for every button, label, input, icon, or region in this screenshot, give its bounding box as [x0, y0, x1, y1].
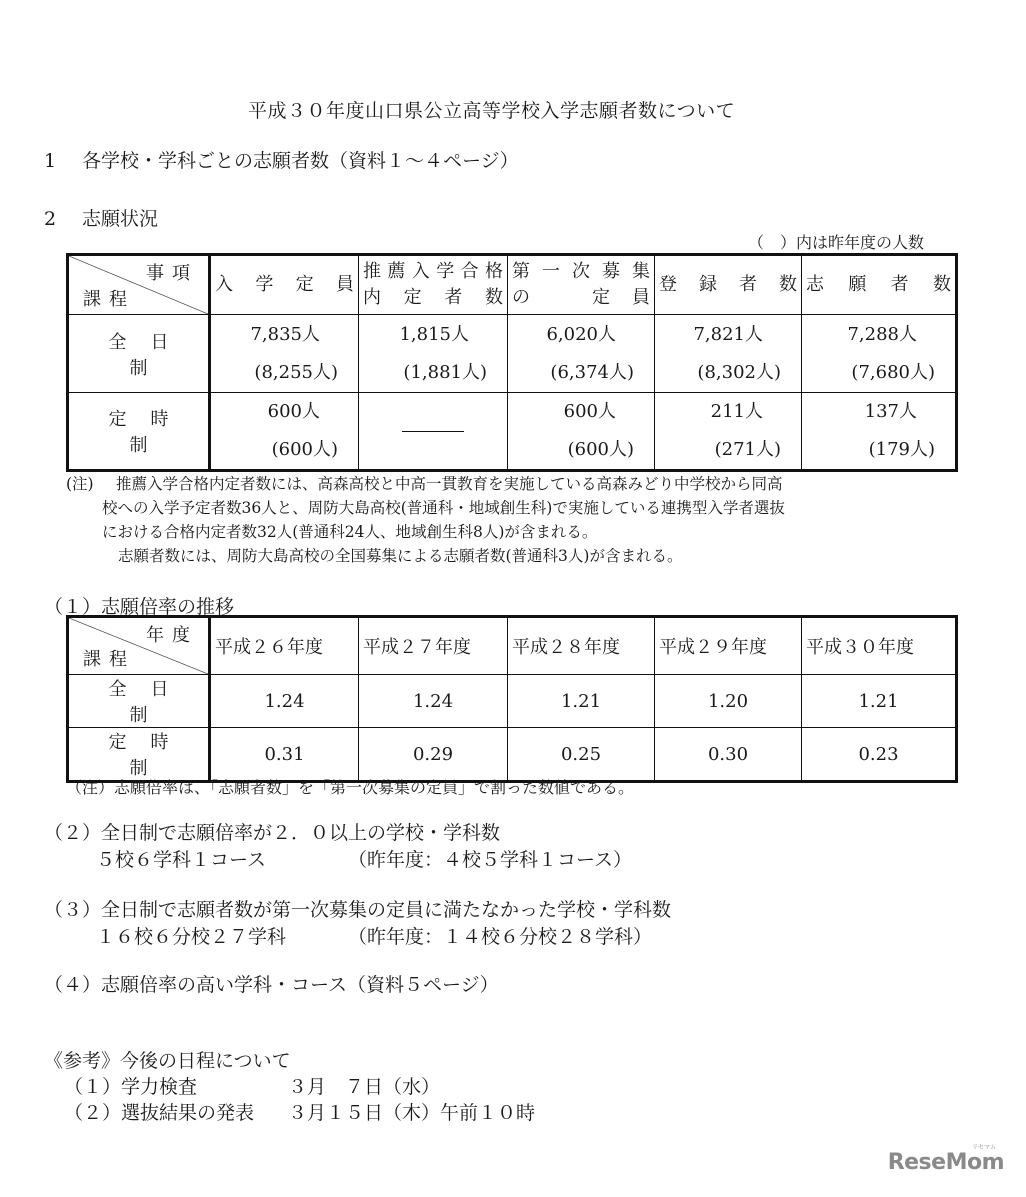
previous-value: (271人) [714, 439, 781, 460]
header-year: 平成３０年度 [802, 617, 957, 675]
header-enrollment-capacity [210, 255, 359, 315]
section-1-heading [44, 146, 519, 173]
current-value: 7,835人 [250, 323, 320, 345]
header-label: 志願者数 [806, 274, 951, 295]
ratio-footnote: （注）志願倍率は、「志願者数」を「第一次募集の定員」で割った数値である。 [66, 778, 635, 797]
table-row [68, 393, 957, 471]
table-cell [508, 393, 655, 471]
schedule-date: ３月 ７日（水） [288, 1076, 441, 1098]
course-label: 定時制 [68, 728, 210, 782]
current-value: 211人 [710, 401, 763, 422]
note-line: 志願者数には、周防大島高校の全国募集による志願者数(普通科3人)が含まれる。 [118, 547, 683, 565]
table-header-row [68, 255, 957, 315]
ratio-cell: 1.21 [802, 675, 957, 728]
previous-count: （昨年度：４校５学科１コース） [348, 849, 633, 871]
previous-count: （昨年度：１４校６分校２８学科） [348, 926, 653, 948]
header-label: 内定者数 [363, 287, 503, 308]
current-count: ５校６学科１コース [96, 849, 267, 871]
ratio-cell: 1.24 [359, 675, 508, 728]
course-label: 定時制 [68, 393, 210, 471]
ratio-cell: 0.31 [210, 728, 359, 782]
previous-value: (6,374人) [550, 361, 634, 383]
applicant-status-table [66, 253, 958, 472]
previous-value: (8,255人) [254, 361, 338, 383]
corner-label-year: 年度 [146, 625, 198, 646]
table-footnote [66, 472, 966, 568]
table-cell-empty [359, 393, 508, 471]
header-recommended-admits [359, 255, 508, 315]
resemom-watermark-logo [887, 1144, 1004, 1175]
logo-text: ReseMom [887, 1150, 1004, 1175]
section-number: 2 [44, 208, 57, 230]
section-number: 1 [44, 150, 57, 172]
current-value: 600人 [267, 401, 320, 422]
note-label: (注) [66, 475, 94, 493]
schedule-item [44, 1074, 535, 1100]
corner-label-course: 課程 [83, 649, 135, 670]
ratio-cell: 1.21 [508, 675, 655, 728]
table-row [68, 675, 957, 728]
section-2-heading [44, 204, 158, 231]
header-label: の 定員 [512, 287, 650, 308]
unit-note: （ ）内は昨年度の人数 [748, 233, 925, 252]
ratio-cell: 0.23 [802, 728, 957, 782]
subsection-heading: （３）全日制で志願者数が第一次募集の定員に満たなかった学校・学科数 [44, 899, 672, 921]
subsection-heading: （１）志願倍率の推移 [44, 596, 235, 618]
corner-label-course: 課程 [83, 289, 135, 310]
current-value: 137人 [864, 401, 917, 422]
note-line: 推薦入学合格内定者数には、高森高校と中高一貫教育を実施している高森みどり中学校から同高 [116, 475, 783, 493]
application-ratio-table [66, 615, 958, 783]
section-text: 各学校・学科ごとの志願者数（資料１～４ページ） [82, 150, 519, 172]
note-line: における合格内定者数32人(普通科24人、地域創生科8人)が含まれる。 [102, 523, 598, 541]
table-cell [359, 315, 508, 393]
ratio-cell: 0.25 [508, 728, 655, 782]
corner-cell [68, 255, 210, 315]
current-value: 6,020人 [546, 323, 616, 345]
table-cell [655, 315, 802, 393]
schedule-item [44, 1100, 535, 1126]
corner-cell [68, 617, 210, 675]
table-cell [508, 315, 655, 393]
ratio-cell: 0.29 [359, 728, 508, 782]
header-registrants [655, 255, 802, 315]
current-count: １６校６分校２７学科 [96, 926, 287, 948]
schedule-label: （２）選抜結果の発表 [64, 1102, 255, 1124]
table-row [68, 315, 957, 393]
note-line: 校への入学予定者数36人と、周防大島高校(普通科・地域創生科)で実施している連携型入学者選抜 [102, 499, 785, 517]
previous-value: (600人) [271, 439, 338, 460]
header-label: 入学定員 [215, 274, 354, 295]
ratio-cell: 1.20 [655, 675, 802, 728]
header-year: 平成２９年度 [655, 617, 802, 675]
header-label: 登録者数 [659, 274, 797, 295]
table-cell [210, 393, 359, 471]
reference-heading: 《参考》今後の日程について [44, 1050, 291, 1072]
subsection-3 [44, 897, 671, 951]
previous-value: (7,680人) [851, 361, 935, 383]
current-value: 7,288人 [847, 323, 917, 345]
current-value: 7,821人 [693, 323, 763, 345]
table-header-row [68, 617, 957, 675]
table-cell [802, 315, 957, 393]
previous-value: (1,881人) [403, 361, 487, 383]
logo-kana: リセマム [972, 1144, 996, 1151]
header-year: 平成２８年度 [508, 617, 655, 675]
current-value: 600人 [563, 401, 616, 422]
corner-label-item: 事項 [146, 263, 198, 284]
table-row [68, 728, 957, 782]
ratio-cell: 0.30 [655, 728, 802, 782]
table-cell [655, 393, 802, 471]
previous-value: (8,302人) [697, 361, 781, 383]
subsection-4: （４）志願倍率の高い学科・コース（資料５ページ） [44, 974, 499, 996]
header-label: 第一次募集 [512, 261, 650, 282]
table-cell [802, 393, 957, 471]
header-applicants [802, 255, 957, 315]
reference-schedule [44, 1048, 535, 1126]
course-label: 全日制 [68, 315, 210, 393]
previous-value: (179人) [868, 439, 935, 460]
schedule-label: （１）学力検査 [64, 1076, 198, 1098]
page-title: 平成３０年度山口県公立高等学校入学志願者数について [248, 100, 736, 122]
current-value: 1,815人 [399, 323, 469, 345]
header-year: 平成２６年度 [210, 617, 359, 675]
table-cell [210, 315, 359, 393]
section-text: 志願状況 [82, 208, 159, 230]
dash-line [402, 431, 464, 432]
ratio-cell: 1.24 [210, 675, 359, 728]
header-year: 平成２７年度 [359, 617, 508, 675]
course-label: 全日制 [68, 675, 210, 728]
subsection-heading: （２）全日制で志願倍率が２．０以上の学校・学科数 [44, 822, 501, 844]
header-first-round-capacity [508, 255, 655, 315]
header-label: 推薦入学合格 [363, 261, 503, 282]
subsection-2 [44, 820, 632, 874]
previous-value: (600人) [567, 439, 634, 460]
schedule-date: ３月１５日（木）午前１０時 [288, 1102, 536, 1124]
